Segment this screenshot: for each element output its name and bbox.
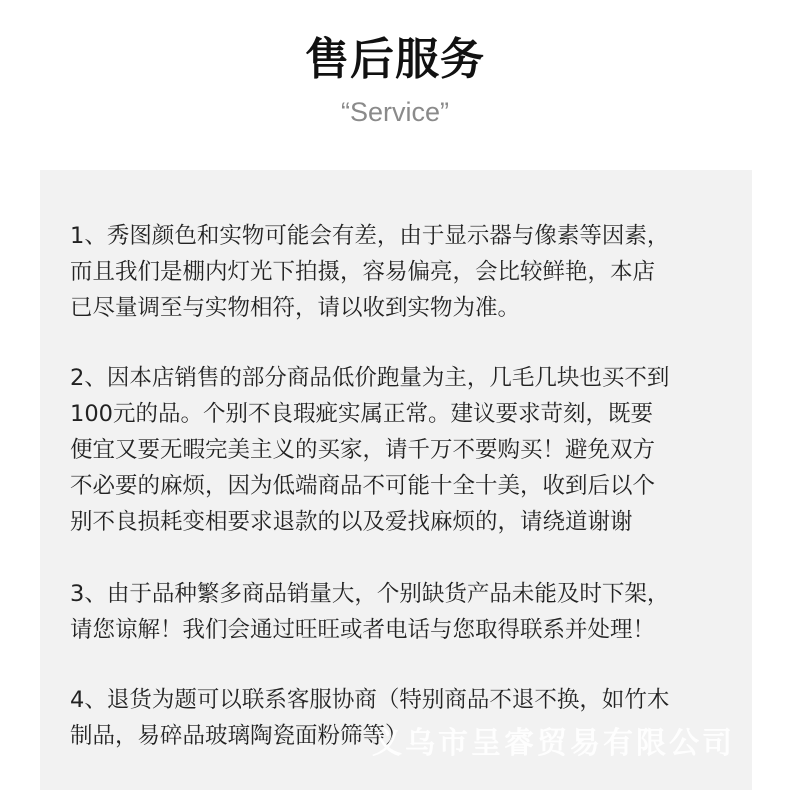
paragraph-line: 1、秀图颜色和实物可能会有差，由于显示器与像素等因素， — [70, 223, 670, 249]
terms-paragraph-2 — [70, 360, 730, 540]
paragraph-line: 制品，易碎品玻璃陶瓷面粉筛等） — [70, 723, 408, 749]
paragraph-line: 3、由于品种繁多商品销量大，个别缺货产品未能及时下架， — [70, 581, 670, 607]
paragraph-line: 100元的品。个别不良瑕疵实属正常。建议要求苛刻，既要 — [70, 401, 653, 427]
paragraph-line: 而且我们是棚内灯光下拍摄，容易偏亮，会比较鲜艳，本店 — [70, 259, 656, 285]
paragraph-line: 已尽量调至与实物相符，请以收到实物为准。 — [70, 295, 521, 321]
terms-paragraph-3 — [70, 576, 730, 648]
page-subtitle: “Service” — [340, 97, 449, 127]
paragraph-line: 4、退货为题可以联系客服协商（特别商品不退不换，如竹木 — [70, 687, 670, 713]
paragraph-line: 请您谅解！我们会通过旺旺或者电话与您取得联系并处理！ — [70, 617, 656, 643]
company-watermark: 义乌市呈睿贸易有限公司 — [372, 726, 735, 761]
paragraph-line: 别不良损耗变相要求退款的以及爱找麻烦的，请绕道谢谢 — [70, 509, 633, 535]
paragraph-line: 2、因本店销售的部分商品低价跑量为主，几毛几块也买不到 — [70, 365, 670, 391]
paragraph-line: 便宜又要无暇完美主义的买家，请千万不要购买！避免双方 — [70, 437, 656, 463]
paragraph-line: 不必要的麻烦，因为低端商品不可能十全十美，收到后以个 — [70, 473, 656, 499]
service-terms-panel — [40, 170, 752, 790]
terms-paragraph-1 — [70, 218, 730, 326]
page-title: 售后服务 — [305, 34, 485, 85]
